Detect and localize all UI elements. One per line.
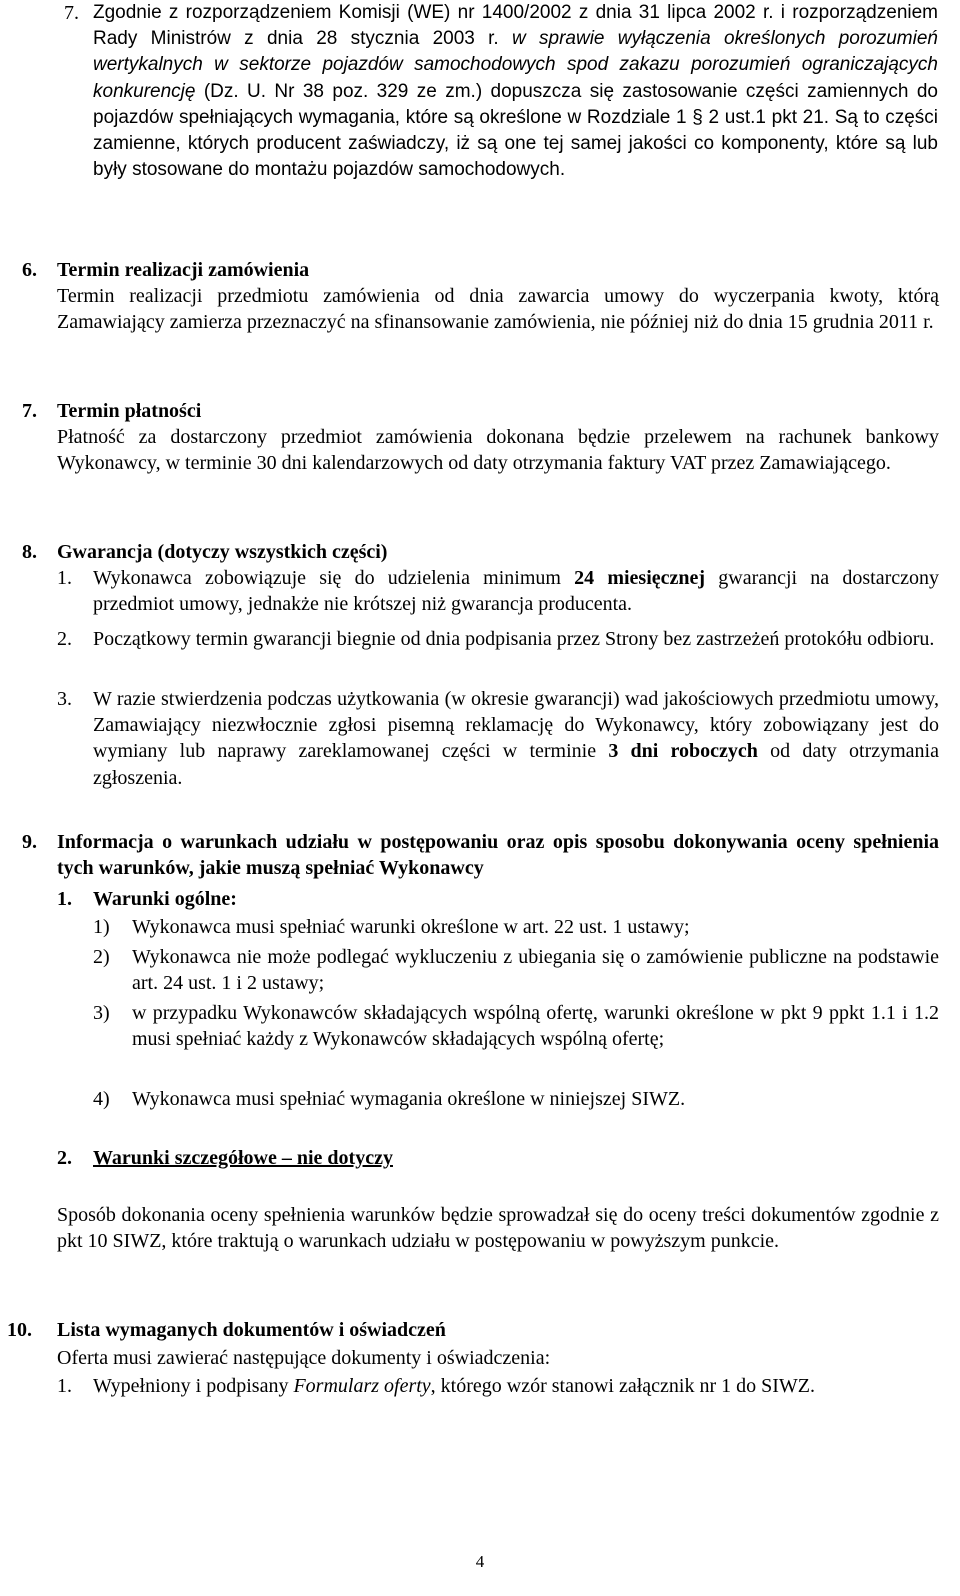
required-document-1 [93,1373,939,1399]
list-number: 3. [57,688,72,710]
response-deadline: 3 dni roboczych [608,740,758,763]
subsection-number: 1. [57,888,72,910]
regulation-title: w sprawie wyłączenia określonych porozumień wertykalnych w sektorze pojazdów samochodowych spod zakazu porozumień ograniczających konkurencję [93,28,938,102]
condition-item-3: w przypadku Wykonawców składających wspólną ofertę, warunki określone w pkt 9 ppkt 1.1 i 1.2 musi spełniać każdy z Wykonawców składających wspólną ofertę; [132,1002,939,1051]
general-conditions-heading: Warunki ogólne: [93,888,237,910]
item-7-tail: (Dz. U. Nr 38 poz. 329 ze zm.) dopuszcza się zastosowanie części zamiennych do pojazdów spełniających wymagania, które są określone w Rozdziale 1 § 2 ust.1 pkt 21. Są to części zamienne, których producent zaświadczy, iż są one tej samej jakości co komponenty, które są lub były stosowane do montażu pojazdów samochodowych. [93,80,938,181]
section-9-heading: Informacja o warunkach udziału w postępowaniu oraz opis sposobu dokonywania oceny spełnienia tych warunków, jakie muszą spełniać Wykonawcy [57,831,939,880]
list-number: 2) [93,946,110,968]
section-6-heading: Termin realizacji zamówienia [57,259,310,281]
list-number: 1. [57,1375,72,1397]
condition-item-2: Wykonawca nie może podlegać wykluczeniu z ubiegania się o zamówienie publiczne na podstawie art. 24 ust. 1 i 2 ustawy; [132,946,939,995]
warranty-item-3-text: W razie stwierdzenia podczas użytkowania (w okresie gwarancji) wad jakościowych przedmiotu umowy, Zamawiający niezwłocznie zgłosi pisemną reklamację do Wykonawcy, który zobowiązany jest do wymiany lub naprawy zareklamowanej części w terminie [93,688,939,763]
subsection-number: 2. [57,1147,72,1169]
section-number: 7. [22,400,37,422]
offer-form-name: Formularz oferty [293,1375,431,1397]
section-8-heading: Gwarancja (dotyczy wszystkich części) [57,541,388,563]
warranty-item-2: Początkowy termin gwarancji biegnie od dnia podpisania przez Strony bez zastrzeżeń protokółu odbioru. [93,628,935,650]
section-number: 6. [22,259,37,281]
section-number: 10. [7,1319,32,1341]
condition-item-4: Wykonawca musi spełniać wymagania określone w niniejszej SIWZ. [132,1088,686,1110]
item-7-lead: Zgodnie z rozporządzeniem Komisji (WE) nr 1400/2002 z dnia 31 lipca 2002 r. i rozporządzeniem Rady Ministrów z dnia 28 stycznia 2003 r. [93,2,938,50]
section-10-heading: Lista wymaganych dokumentów i oświadczeń [57,1319,446,1341]
section-6-body: Termin realizacji przedmiotu zamówienia od dnia zawarcia umowy do wyczerpania kwoty, którą Zamawiający zamierza przeznaczyć na sfinansowanie zamówienia, nie później niż do dnia 15 grudnia 2011 r. [57,285,939,334]
section-number: 9. [22,831,37,853]
warranty-item-1-tail: gwarancji na dostarczony przedmiot umowy, jednakże nie krótszej niż gwarancja producenta. [93,567,939,616]
warranty-period: 24 miesięcznej [574,567,706,589]
section-7-heading: Termin płatności [57,400,202,422]
warranty-item-1-text: Wykonawca zobowiązuje się do udzielenia minimum [93,567,575,589]
evaluation-method-paragraph: Sposób dokonania oceny spełnienia warunków będzie sprowadzał się do oceny treści dokumentów zgodnie z pkt 10 SIWZ, które traktują o warunkach udziału w postępowaniu w powyższym punkcie. [57,1204,939,1253]
item-7-paragraph [93,0,938,183]
list-number: 1) [93,916,110,938]
section-6 [57,257,939,336]
required-document-1-tail: , którego wzór stanowi załącznik nr 1 do SIWZ. [430,1375,815,1397]
section-10-intro: Oferta musi zawierać następujące dokumenty i oświadczenia: [57,1347,551,1369]
warranty-item-3-tail: od daty otrzymania zgłoszenia. [93,740,939,789]
required-document-1-text: Wypełniony i podpisany [93,1375,294,1397]
list-number: 4) [93,1088,110,1110]
list-number: 1. [57,567,72,589]
list-number: 3) [93,1002,110,1024]
section-number: 8. [22,541,37,563]
warranty-item-1 [93,565,939,617]
specific-conditions-heading: Warunki szczegółowe – nie dotyczy [93,1147,393,1169]
page-number: 4 [475,1552,485,1571]
section-7 [57,398,939,477]
item-number: 7. [64,2,79,24]
section-7-body: Płatność za dostarczony przedmiot zamówienia dokonana będzie przelewem na rachunek bankowy Wykonawcy, w terminie 30 dni kalendarzowych od daty otrzymania faktury VAT przez Zamawiającego. [57,426,939,475]
condition-item-1: Wykonawca musi spełniać warunki określone w art. 22 ust. 1 ustawy; [132,916,690,938]
warranty-item-3 [93,686,939,791]
list-number: 2. [57,628,72,650]
